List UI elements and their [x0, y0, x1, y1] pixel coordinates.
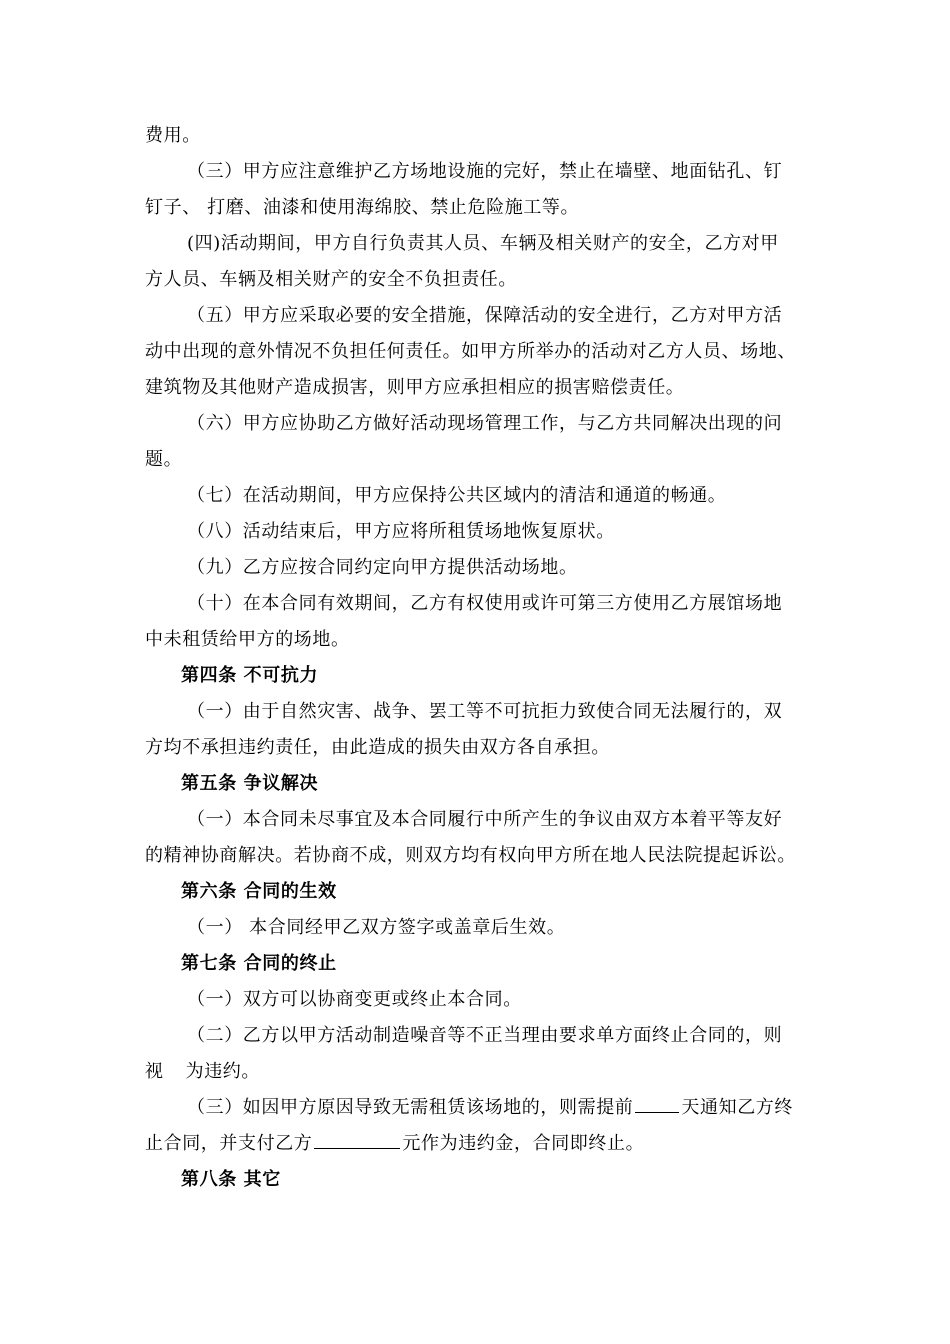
section-heading: 第四条 不可抗力	[181, 665, 319, 686]
section-heading: 第七条 合同的终止	[181, 953, 337, 974]
line-fragment: 视	[145, 1061, 164, 1082]
paragraph-line	[145, 1054, 810, 1090]
paragraph-line: 的精神协商解决。若协商不成，则双方均有权向甲方所在地人民法院提起诉讼。	[145, 845, 796, 866]
paragraph-line: 方均不承担违约责任，由此造成的损失由双方各自承担。	[145, 737, 610, 758]
paragraph-line: （一）由于自然灾害、战争、罢工等不可抗拒力致使合同无法履行的，双	[187, 701, 783, 722]
paragraph-line: 方人员、车辆及相关财产的安全不负担责任。	[145, 269, 517, 290]
section-heading: 第五条 争议解决	[181, 773, 319, 794]
paragraph-line: （五）甲方应采取必要的安全措施，保障活动的安全进行，乙方对甲方活	[187, 305, 783, 326]
paragraph-line: （一）本合同未尽事宜及本合同履行中所产生的争议由双方本着平等友好	[187, 809, 783, 830]
paragraph-line: 建筑物及其他财产造成损害，则甲方应承担相应的损害赔偿责任。	[145, 377, 685, 398]
paragraph-line: （六）甲方应协助乙方做好活动现场管理工作，与乙方共同解决出现的问	[187, 413, 783, 434]
paragraph-line: （十）在本合同有效期间，乙方有权使用或许可第三方使用乙方展馆场地	[187, 593, 783, 614]
fill-in-blank-days	[635, 1090, 679, 1113]
paragraph-line: （一）双方可以协商变更或终止本合同。	[187, 989, 522, 1010]
paragraph-line: （八）活动结束后，甲方应将所租赁场地恢复原状。	[187, 521, 615, 542]
paragraph-line: 题。	[145, 449, 183, 470]
paragraph-line	[145, 1090, 810, 1126]
paragraph-line: (四)活动期间，甲方自行负责其人员、车辆及相关财产的安全，乙方对甲	[187, 233, 779, 254]
paragraph-line: （九）乙方应按合同约定向甲方提供活动场地。	[187, 557, 578, 578]
line-fragment: （三）如因甲方原因导致无需租赁该场地的，则需提前	[187, 1097, 634, 1118]
line-fragment: 为违约。	[185, 1061, 261, 1082]
paragraph-line: 动中出现的意外情况不负担任何责任。如甲方所举办的活动对乙方人员、场地、	[145, 341, 796, 362]
line-fragment: 天通知乙方终	[681, 1097, 794, 1118]
paragraph-line	[145, 1126, 810, 1162]
section-heading: 第六条 合同的生效	[181, 881, 337, 902]
section-heading: 第八条 其它	[181, 1169, 281, 1190]
paragraph-line: 费用。	[145, 125, 201, 146]
paragraph-line: 中未租赁给甲方的场地。	[145, 629, 350, 650]
line-fragment: 止合同，并支付乙方	[145, 1133, 313, 1154]
paragraph-line: （三）甲方应注意维护乙方场地设施的完好，禁止在墙壁、地面钻孔、钉	[187, 161, 783, 182]
paragraph-line: （七）在活动期间，甲方应保持公共区域内的清洁和通道的畅通。	[187, 485, 727, 506]
line-fragment: 元作为违约金，合同即终止。	[402, 1133, 645, 1154]
paragraph-line: （二）乙方以甲方活动制造噪音等不正当理由要求单方面终止合同的，则	[187, 1025, 783, 1046]
fill-in-blank-amount	[314, 1126, 400, 1149]
paragraph-line: 钉子、 打磨、油漆和使用海绵胶、禁止危险施工等。	[145, 197, 580, 218]
document-page	[145, 118, 810, 1198]
paragraph-line: （一） 本合同经甲乙双方签字或盖章后生效。	[187, 917, 566, 938]
